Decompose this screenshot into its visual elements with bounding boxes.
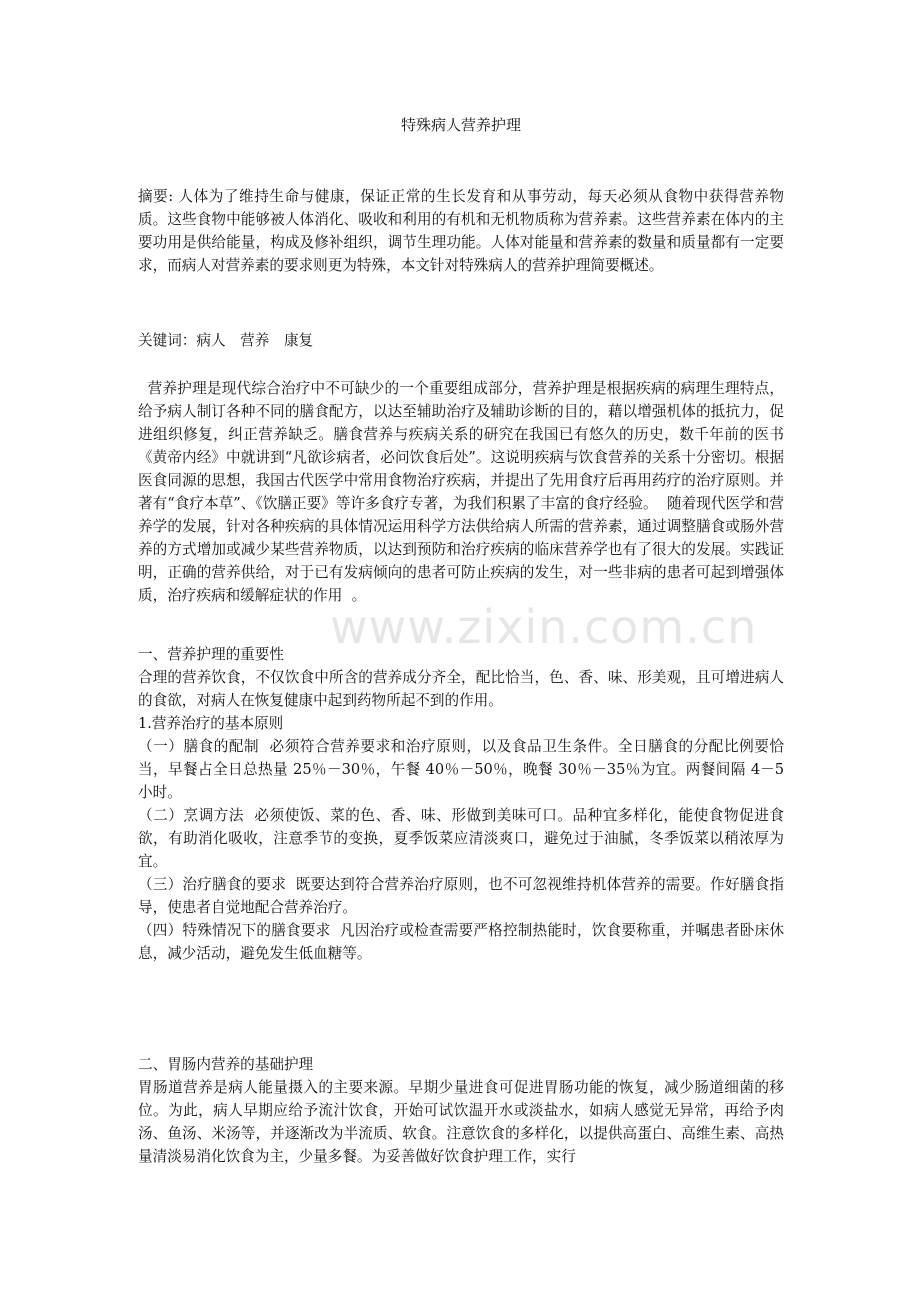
page-title: 特殊病人营养护理 bbox=[400, 116, 521, 134]
section-2 bbox=[138, 1053, 784, 1168]
section-1-item-3: （三）治疗膳食的要求 既要达到符合营养治疗原则，也不可忽视维持机体营养的需要。作好膳食指导，使患者自觉地配合营养治疗。 bbox=[138, 876, 784, 916]
section-1-item-1: （一）膳食的配制 必须符合营养要求和治疗原则，以及食品卫生条件。全日膳食的分配比例要恰当，早餐占全日总热量 25％－30％，午餐 40％－50％，晚餐 30％－35％为宜。两餐间隔 4－5 小时。 bbox=[138, 738, 789, 801]
keywords-line bbox=[138, 329, 784, 352]
abstract-text: 摘要: 人体为了维持生命与健康，保证正常的生长发育和从事劳动，每天必须从食物中获得营养物质。这些食物中能够被人体消化、吸收和利用的有机和无机物质称为营养素。这些营养素在体内的主要功用是供给能量，构成及修补组织，调节生理功能。人体对能量和营养素的数量和质量都有一定要求，而病人对营养素的要求则更为特殊，本文针对特殊病人的营养护理简要概述。 bbox=[138, 188, 784, 274]
section-1-item-4: （四）特殊情况下的膳食要求 凡因治疗或检查需要严格控制热能时，饮食要称重，并嘱患者卧床休息，减少活动，避免发生低血糖等。 bbox=[138, 922, 784, 962]
intro-paragraph bbox=[138, 377, 784, 607]
watermark: www.zixin.com.cn bbox=[330, 600, 758, 654]
section-1-heading: 一、营养护理的重要性 bbox=[138, 646, 284, 663]
keywords-text: 关键词：病人 营养 康复 bbox=[138, 332, 314, 349]
section-1-paragraph: 合理的营养饮食，不仅饮食中所含的营养成分齐全，配比恰当，色、香、味、形美观，且可增进病人的食欲，对病人在恢复健康中起到药物所起不到的作用。 bbox=[138, 669, 784, 709]
section-2-heading: 二、胃肠内营养的基础护理 bbox=[138, 1056, 314, 1073]
intro-text: 营养护理是现代综合治疗中不可缺少的一个重要组成部分，营养护理是根据疾病的病理生理特点，给予病人制订各种不同的膳食配方，以达至辅助治疗及辅助诊断的目的，藉以增强机体的抵抗力，促进组织修复，纠正营养缺乏。膳食营养与疾病关系的研究在我国已有悠久的历史，数千年前的医书《黄帝内经》中就讲到“凡欲诊病者，必问饮食后处”。这说明疾病与饮食营养的关系十分密切。根据医食同源的思想，我国古代医学中常用食物治疗疾病，并提出了先用食疗后再用药疗的治疗原则。并著有“食疗本草”、《饮膳正要》等许多食疗专著，为我们积累了丰富的食疗经验。 随着现代医学和营养学的发展，针对各种疾病的具体情况运用科学方法供给病人所需的营养素，通过调整膳食或肠外营养的方式增加或减少某些营养物质，以达到预防和治疗疾病的临床营养学也有了很大的发展。实践证明，正确的营养供给，对于已有发病倾向的患者可防止疾病的发生，对一些非病的患者可起到增强体质，治疗疾病和缓解症状的作用 。 bbox=[138, 380, 784, 604]
section-1-item-2: （二）烹调方法 必须使饭、菜的色、香、味、形做到美味可口。品种宜多样化，能使食物促进食欲，有助消化吸收，注意季节的变换，夏季饭菜应清淡爽口，避免过于油腻，冬季饭菜以稍浓厚为宜。 bbox=[138, 807, 784, 870]
section-2-paragraph: 胃肠道营养是病人能量摄入的主要来源。早期少量进食可促进胃肠功能的恢复，减少肠道细菌的移位。为此，病人早期应给予流汁饮食，开始可试饮温开水或淡盐水，如病人感觉无异常，再给予肉汤、鱼汤、米汤等，并逐渐改为半流质、软食。注意饮食的多样化，以提供高蛋白、高维生素、高热量清淡易消化饮食为主，少量多餐。为妥善做好饮食护理工作，实行 bbox=[138, 1079, 784, 1165]
section-1 bbox=[138, 643, 789, 965]
abstract-paragraph bbox=[138, 185, 784, 277]
section-1-subheading: 1.营养治疗的基本原则 bbox=[138, 715, 284, 732]
